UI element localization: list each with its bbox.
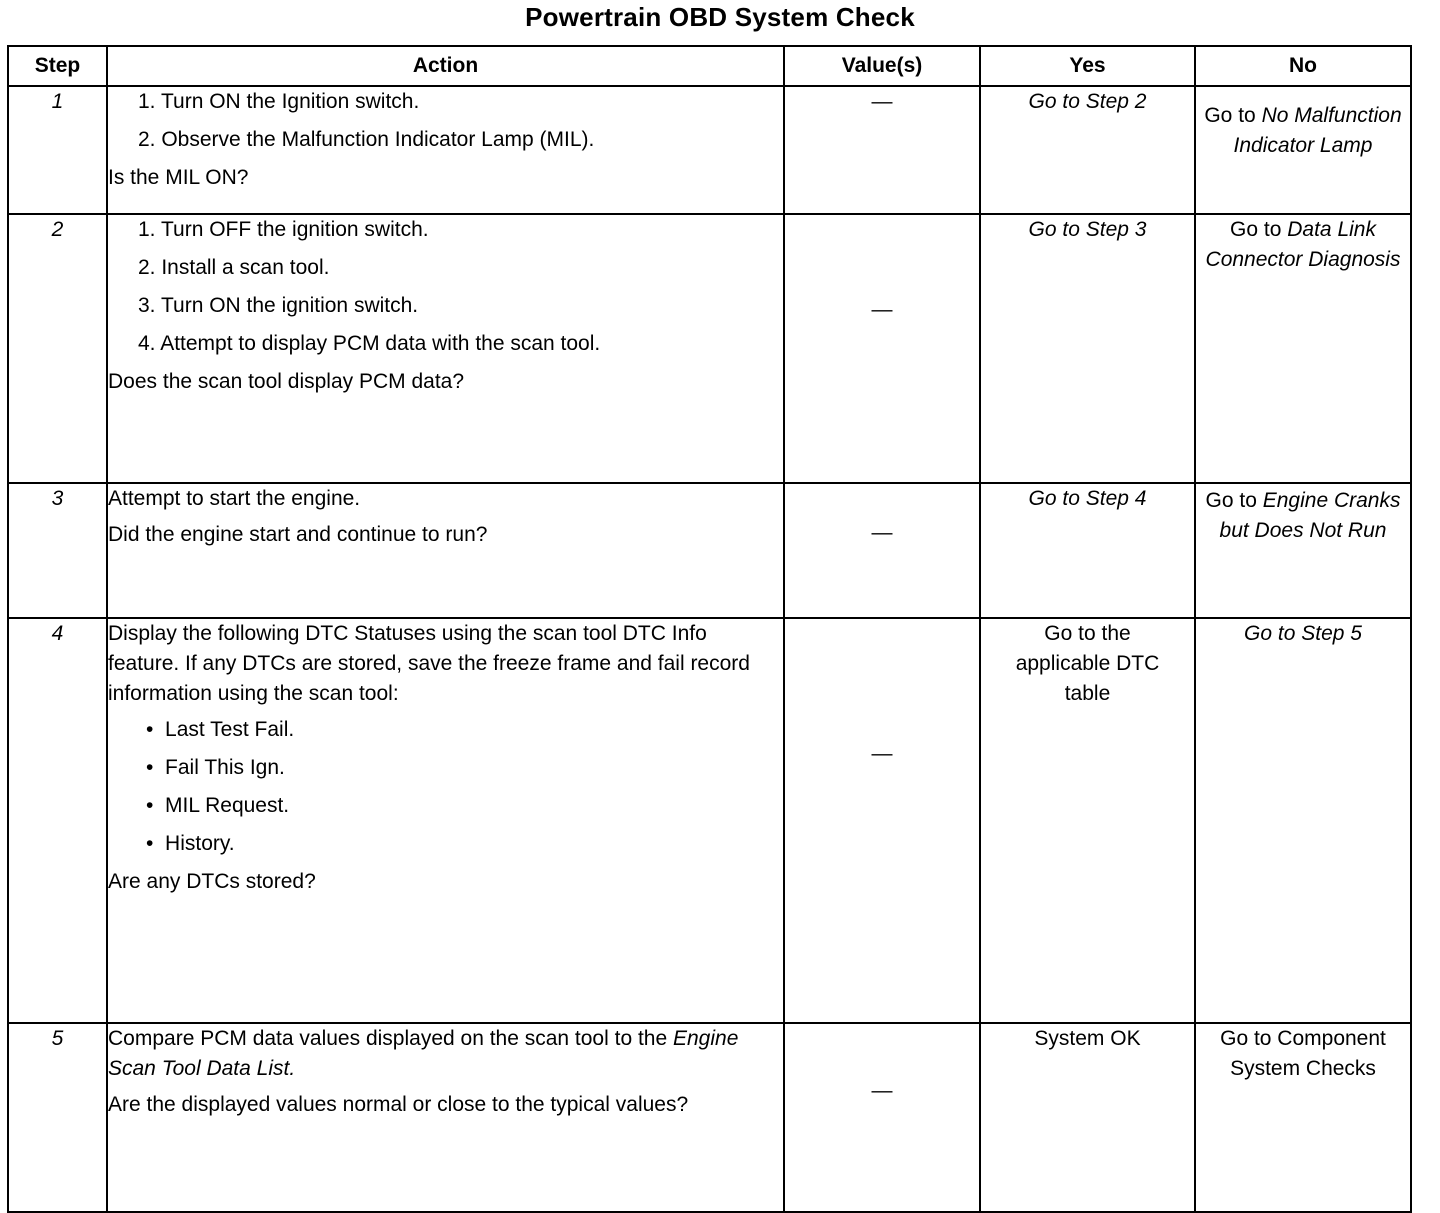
action-item: 3. Turn ON the ignition switch. [138,294,419,317]
no-cell [1195,86,1411,214]
action-question: Is the MIL ON? [108,166,249,189]
no-link[interactable]: Go to Step 5 [1244,622,1362,645]
value-cell: — [784,214,980,483]
value-cell: — [784,483,980,618]
action-item: 2. Observe the Malfunction Indicator Lamp (MIL). [138,128,595,151]
action-item: 2. Install a scan tool. [138,256,330,279]
yes-cell [980,483,1195,618]
yes-link[interactable]: Go to Step 3 [1028,218,1147,241]
action-item: 1. Turn OFF the ignition switch. [138,218,429,241]
action-question: Does the scan tool display PCM data? [108,370,465,393]
value-cell: — [784,1023,980,1212]
action-text: Attempt to start the engine. [108,487,361,510]
no-cell [1195,483,1411,618]
table-header-row [8,46,1411,86]
step-number: 1 [8,86,107,214]
yes-cell [980,618,1195,1023]
no-link[interactable]: Data Link Connector Diagnosis [1205,218,1401,271]
action-question: Are any DTCs stored? [108,870,316,893]
no-link[interactable]: No Malfunction Indicator Lamp [1233,104,1402,157]
yes-text[interactable]: Go to the applicable DTC table [1015,622,1160,705]
page-title: Powertrain OBD System Check [525,2,915,32]
action-cell [107,86,784,214]
no-prefix: Go to [1230,218,1282,241]
no-link[interactable]: Engine Cranks but Does Not Run [1219,489,1401,542]
table-row [8,1023,1411,1212]
obd-check-table [7,45,1412,1213]
action-item: 4. Attempt to display PCM data with the scan tool. [138,332,601,355]
no-cell [1195,214,1411,483]
no-prefix: Go to [1204,104,1256,127]
value-cell: — [784,618,980,1023]
table-row [8,483,1411,618]
no-prefix: Go to [1205,489,1257,512]
action-intro: Compare PCM data values displayed on the scan tool to the Engine Scan Tool Data List. [108,1027,739,1080]
no-text[interactable]: Go to Component System Checks [1220,1027,1386,1080]
action-cell [107,214,784,483]
bullet-item: • History. [146,832,235,855]
no-cell [1195,618,1411,1023]
action-cell [107,483,784,618]
bullet-item: • Fail This Ign. [146,756,285,779]
step-number: 4 [8,618,107,1023]
header-yes: Yes [980,46,1195,86]
action-question: Did the engine start and continue to run? [108,523,488,546]
action-cell [107,618,784,1023]
value-cell: — [784,86,980,214]
header-values: Value(s) [784,46,980,86]
yes-cell [980,214,1195,483]
table-row [8,214,1411,483]
yes-link[interactable]: Go to Step 2 [1028,90,1147,113]
step-number: 3 [8,483,107,618]
bullet-item: • Last Test Fail. [146,718,295,741]
table-row [8,86,1411,214]
action-item: 1. Turn ON the Ignition switch. [138,90,420,113]
yes-text: System OK [1034,1027,1141,1050]
header-step: Step [8,46,107,86]
step-number: 5 [8,1023,107,1212]
action-question: Are the displayed values normal or close to the typical values? [108,1093,689,1116]
bullet-item: • MIL Request. [146,794,290,817]
action-cell [107,1023,784,1212]
header-no: No [1195,46,1411,86]
header-action: Action [107,46,784,86]
yes-cell [980,1023,1195,1212]
no-cell [1195,1023,1411,1212]
step-number: 2 [8,214,107,483]
action-intro: Display the following DTC Statuses using the scan tool DTC Info feature. If any DTCs are stored, save the freeze frame and fail record information using the scan tool: [108,622,750,705]
yes-link[interactable]: Go to Step 4 [1028,487,1147,510]
table-row [8,618,1411,1023]
data-list-link[interactable]: Engine Scan Tool Data List. [108,1027,739,1080]
yes-cell [980,86,1195,214]
